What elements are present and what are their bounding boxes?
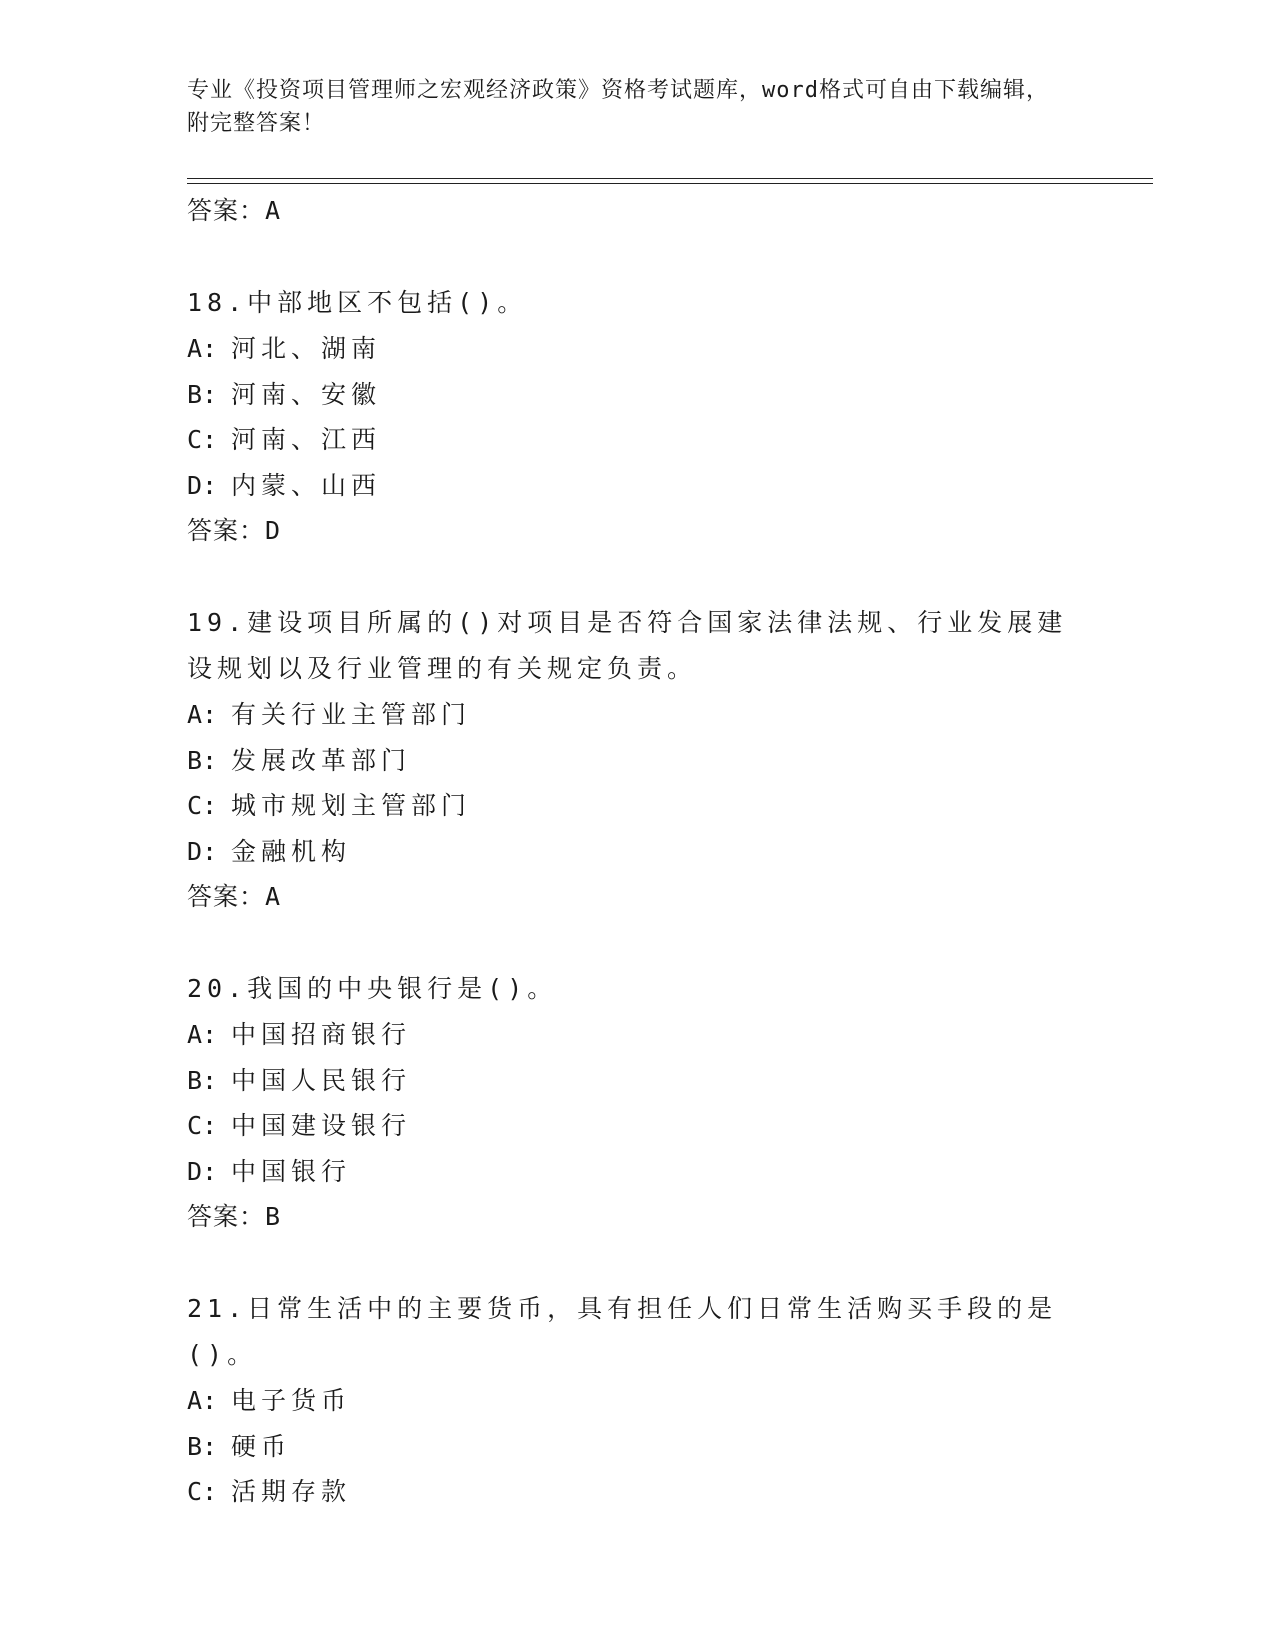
header-rule-bottom <box>187 183 1153 184</box>
option-text: 河南、安徽 <box>231 379 382 409</box>
option-text: 河北、湖南 <box>231 334 382 363</box>
option-letter: C: <box>187 1111 218 1140</box>
option-text: 活期存款 <box>231 1477 352 1506</box>
option-letter: A: <box>187 334 218 363</box>
option-text: 河南、江西 <box>231 425 382 454</box>
option-text: 中国招商银行 <box>231 1020 412 1049</box>
option-a <box>187 326 1087 372</box>
option-text: 电子货币 <box>231 1386 352 1415</box>
option-b <box>187 738 1087 784</box>
answer-line: 答案：B <box>187 1202 282 1231</box>
question-text: 19.建设项目所属的()对项目是否符合国家法律法规、行业发展建设规划以及行业管理的有关规定负责。 <box>187 608 1068 683</box>
option-d <box>187 463 1087 509</box>
option-text: 发展改革部门 <box>231 745 412 775</box>
question-text: 21.日常生活中的主要货币，具有担任人们日常生活购买手段的是()。 <box>187 1294 1058 1369</box>
header-rule-top <box>187 178 1153 179</box>
option-letter: B: <box>187 1065 218 1095</box>
question-text: 20.我国的中央银行是()。 <box>187 974 558 1003</box>
option-b <box>187 1058 1087 1104</box>
answer-line: 答案：A <box>187 882 282 911</box>
option-text: 中国银行 <box>231 1156 352 1186</box>
option-c <box>187 1103 1087 1149</box>
option-text: 金融机构 <box>231 836 352 866</box>
option-b <box>187 372 1087 418</box>
option-a <box>187 1378 1087 1424</box>
option-c <box>187 1469 1087 1515</box>
option-d <box>187 829 1087 875</box>
option-c <box>187 417 1087 463</box>
option-letter: C: <box>187 1477 218 1506</box>
answer-line: 答案：A <box>187 196 282 225</box>
document-header: 专业《投资项目管理师之宏观经济政策》资格考试题库，word格式可自由下载编辑，附完整答案！ <box>187 78 1049 136</box>
option-c <box>187 783 1087 829</box>
option-letter: C: <box>187 425 218 454</box>
option-letter: B: <box>187 379 218 409</box>
option-a <box>187 692 1087 738</box>
option-letter: A: <box>187 1020 218 1049</box>
question-18 <box>187 280 1087 553</box>
option-letter: B: <box>187 745 218 775</box>
option-b <box>187 1424 1087 1470</box>
option-text: 有关行业主管部门 <box>231 700 472 729</box>
question-20 <box>187 966 1087 1239</box>
option-text: 中国人民银行 <box>231 1065 412 1095</box>
option-letter: A: <box>187 1386 218 1415</box>
question-list <box>187 188 1087 1515</box>
question-text: 18.中部地区不包括()。 <box>187 288 528 317</box>
option-letter: A: <box>187 700 218 729</box>
option-text: 内蒙、山西 <box>231 470 382 500</box>
option-letter: D: <box>187 1156 218 1186</box>
option-text: 城市规划主管部门 <box>231 791 472 820</box>
question-21 <box>187 1286 1087 1515</box>
option-a <box>187 1012 1087 1058</box>
option-d <box>187 1149 1087 1195</box>
question-19 <box>187 600 1087 919</box>
answer-line: 答案：D <box>187 516 282 545</box>
option-letter: D: <box>187 470 218 500</box>
option-text: 硬币 <box>231 1431 292 1461</box>
option-letter: B: <box>187 1431 218 1461</box>
option-letter: C: <box>187 791 218 820</box>
option-letter: D: <box>187 836 218 866</box>
option-text: 中国建设银行 <box>231 1111 412 1140</box>
